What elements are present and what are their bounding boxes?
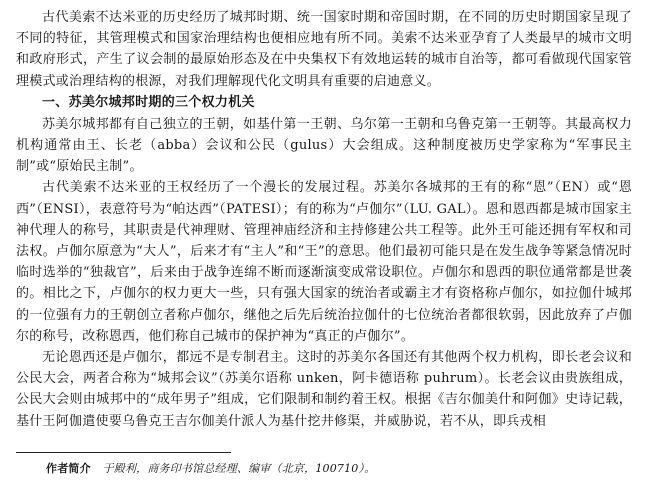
- body-paragraph-2: 古代美索不达米亚的王权经历了一个漫长的发展过程。苏美尔各城邦的王有的称“恩”（EN）或“恩西”（ENSI），表意符号为“帕达西”（PATESI）；有的称为“卢伽尔”（LU. GAL）。恩和恩西都是城市国家主神代理人的称号，其职责是代神理财、管理神庙经济和主持修建公共工程等。此外王可能还拥有军权和司法权。卢伽尔原意为“大人”，后来才有“主人”和“王”的意思。他们最初可能只是在发生战争等紧急情况时临时选举的“独裁官”，后来由于战争连绵不断而逐渐演变成常设职位。卢伽尔和恩西的职位通常都是世袭的。相比之下，卢伽尔的权力更大一些，只有强大国家的统治者或霸主才有资格称卢伽尔，如拉伽什城邦的一位强有力的王朝创立者称卢伽尔，继他之后先后统治拉伽什的七位统治者都很软弱，因此放弃了卢伽尔的称号，改称恩西，他们称自己城市的保护神为“真正的卢伽尔”。: [16, 180, 632, 344]
- body-paragraph-1: 苏美尔城邦都有自己独立的王朝，如基什第一王朝、乌尔第一王朝和乌鲁克第一王朝等。其最高权力机构通常由王、长老（abba）会议和公民（gulus）大会组成。这种制度被历史学家称为“军事民主制”或“原始民主制”。: [16, 116, 632, 175]
- footnote-divider: [16, 452, 231, 453]
- section-heading: 一、苏美尔城邦时期的三个权力机关: [42, 94, 255, 110]
- body-paragraph-3: 无论恩西还是卢伽尔，都远不是专制君主。这时的苏美尔各国还有其他两个权力机构，即长老会议和公民大会，两者合称为“城邦会议”（苏美尔语称 unken，阿卡德语称 puhrum）。长老会议由贵族组成，公民大会则由城邦中的“成年男子”组成，它们限制和制约着王权。根据《吉尔伽美什和阿伽》史诗记载，基什王阿伽遣使要乌鲁克王吉尔伽美什派人为基什挖井修渠，并威胁说，若不从，即兵戎相: [16, 350, 632, 429]
- author-footnote: [46, 461, 375, 477]
- footnote-text: 于殿利，商务印书馆总经理、编审（北京，100710）。: [102, 462, 376, 475]
- footnote-label: 作者简介: [46, 462, 91, 475]
- intro-paragraph: 古代美索不达米亚的历史经历了城邦时期、统一国家时期和帝国时期，在不同的历史时期国家呈现了不同的特征，其管理模式和国家治理结构也便相应地有所不同。美索不达米亚孕育了人类最早的城市文明和政府形式，产生了议会制的最原始形态及在中央集权下有效地运转的城市自治等，都可看做现代国家管理模式或治理结构的根源，对我们理解现代化文明具有重要的启迪意义。: [16, 10, 632, 89]
